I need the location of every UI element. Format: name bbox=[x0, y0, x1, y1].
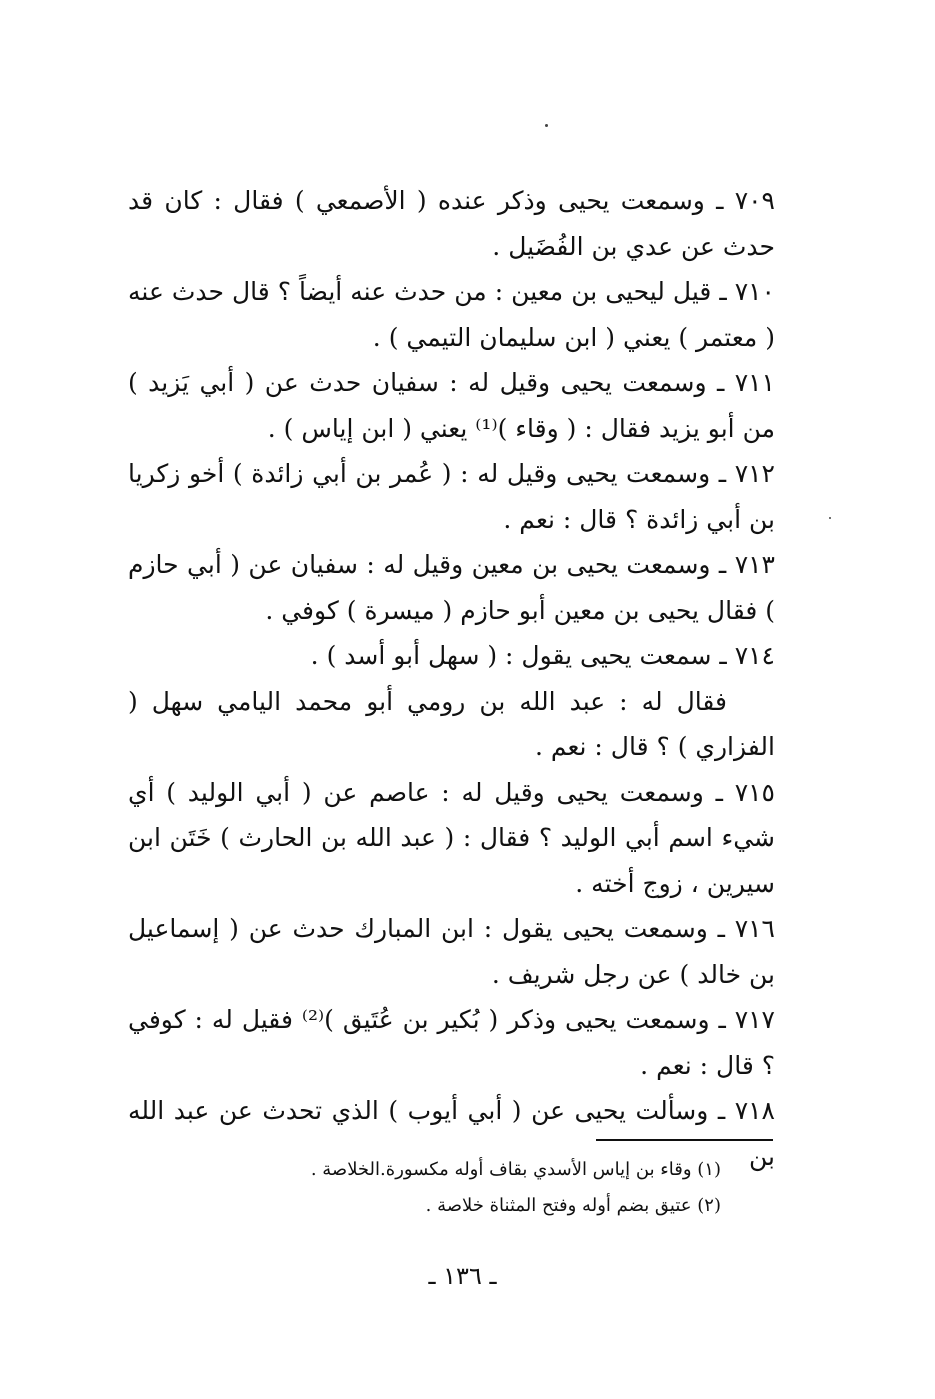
paragraph-712: ٧١٢ ـ وسمعت يحيى وقيل له : ( عُمر بن أبي زائدة ) أخو زكريا بن أبي زائدة ؟ قال : نعم . bbox=[128, 459, 775, 534]
page-number: ـ ١٣٦ ـ bbox=[428, 1262, 497, 1290]
footnote-separator bbox=[596, 1139, 773, 1141]
paragraph-716: ٧١٦ ـ وسمعت يحيى يقول : ابن المبارك حدث عن ( إسماعيل بن خالد ) عن رجل شريف . bbox=[128, 914, 775, 989]
footnote-1: (١) وقاء بن إياس الأسدي بقاف أوله مكسورة.الخلاصة . bbox=[310, 1159, 721, 1180]
paragraph-710: ٧١٠ ـ قيل ليحيى بن معين : من حدث عنه أيضاً ؟ قال حدث عنه ( معتمر ) يعني ( ابن سليمان التيمي ) . bbox=[128, 277, 775, 352]
footnotes bbox=[260, 1152, 721, 1224]
paragraph-717: ٧١٧ ـ وسمعت يحيى وذكر ( بُكير بن عُتَيق )⁽²⁾ فقيل له : كوفي ؟ قال : نعم . bbox=[128, 1005, 775, 1080]
main-text-block bbox=[128, 178, 775, 1179]
paragraph-714-continuation: فقال له : عبد الله بن رومي أبو محمد اليامي سهل ( الفزاري ) ؟ قال : نعم . bbox=[128, 686, 775, 761]
paragraph-718: ٧١٨ ـ وسألت يحيى عن ( أبي أيوب ) الذي تحدث عن عبد الله بن bbox=[128, 1096, 775, 1171]
footnote-2: (٢) عتيق بضم أوله وفتح المثناة خلاصة . bbox=[425, 1195, 721, 1216]
print-speck bbox=[545, 124, 548, 127]
paragraph-714: ٧١٤ ـ سمعت يحيى يقول : ( سهل أبو أسد ) . bbox=[310, 641, 775, 670]
paragraph-713: ٧١٣ ـ وسمعت يحيى بن معين وقيل له : سفيان عن ( أبي حازم ) فقال يحيى بن معين أبو حازم ( ميسرة ) كوفي . bbox=[128, 550, 775, 625]
paragraph-711: ٧١١ ـ وسمعت يحيى وقيل له : سفيان حدث عن ( أبي يَزيد ) من أبو يزيد فقال : ( وقاء )⁽¹⁾ يعني ( ابن إياس ) . bbox=[128, 368, 775, 443]
paragraph-709: ٧٠٩ ـ وسمعت يحيى وذكر عنده ( الأصمعي ) فقال : كان قد حدث عن عدي بن الفُضَيل . bbox=[128, 186, 775, 261]
print-speck bbox=[829, 517, 831, 519]
paragraph-715: ٧١٥ ـ وسمعت يحيى وقيل له : عاصم عن ( أبي الوليد ) أي شيء اسم أبي الوليد ؟ فقال : ( عبد الله بن الحارث ) خَتَن ابن سيرين ، زوج أخته . bbox=[128, 777, 775, 898]
